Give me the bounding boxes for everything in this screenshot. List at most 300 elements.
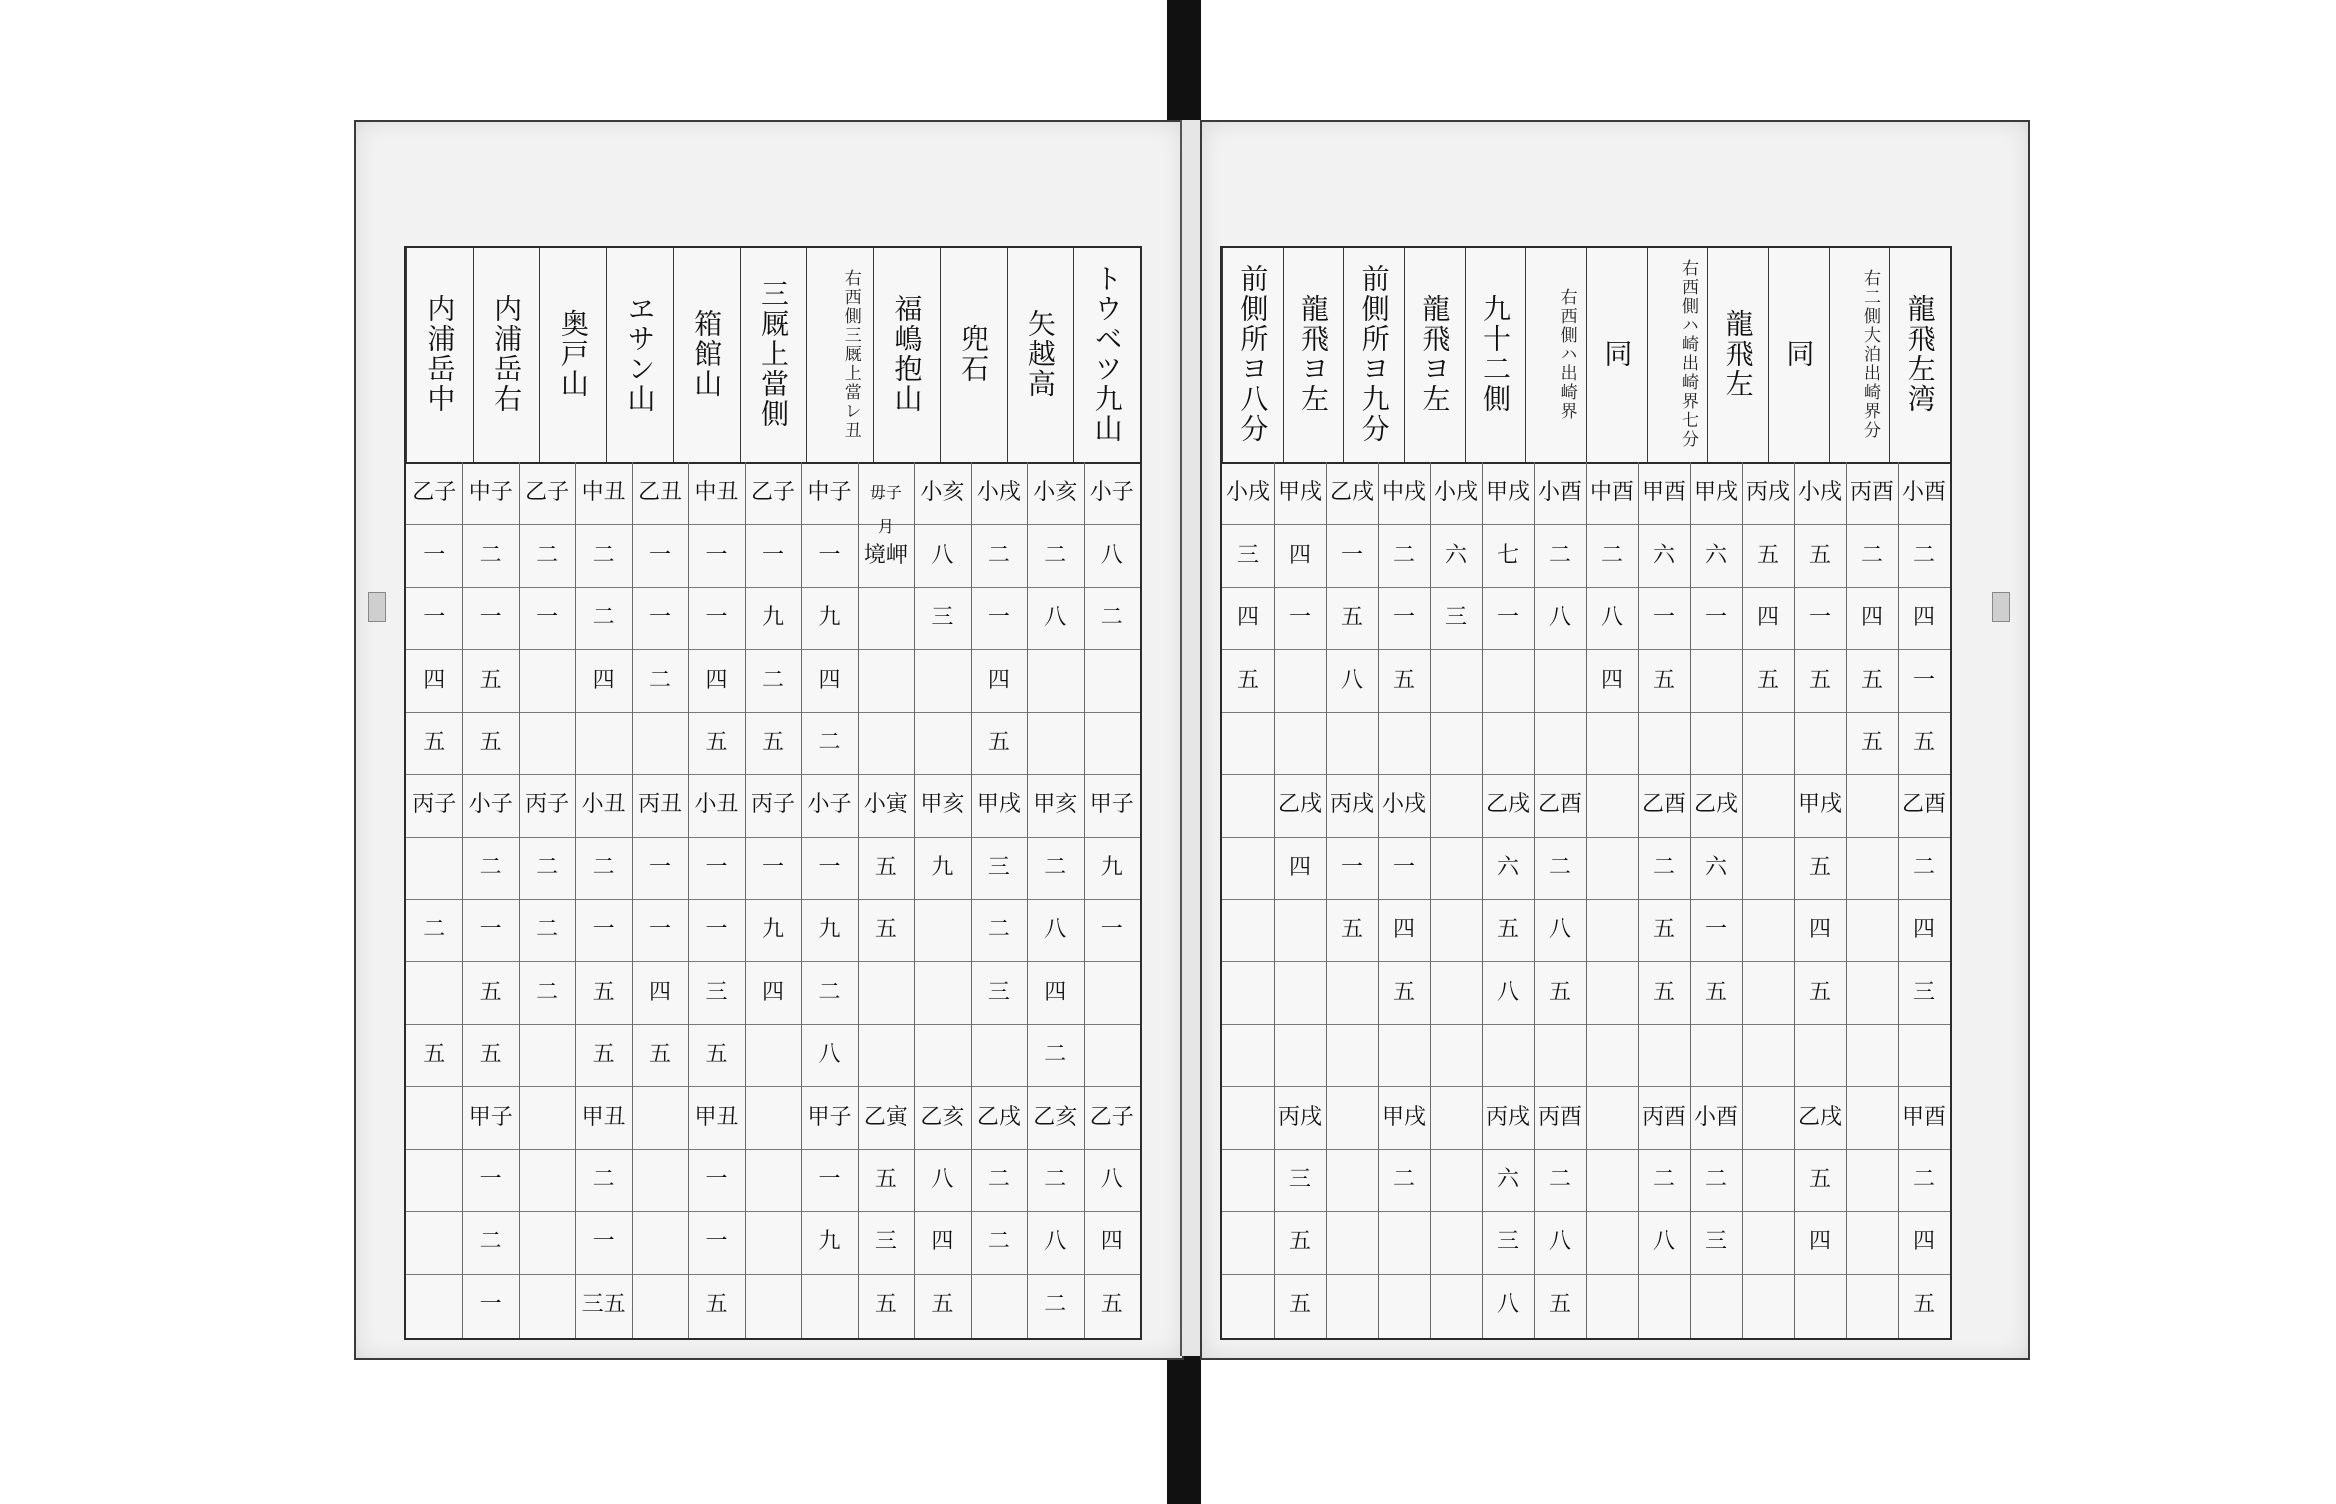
table-cell: 三 [1288, 1166, 1311, 1192]
table-cell: 一 [705, 605, 728, 631]
table-cell: 七 [1496, 542, 1519, 568]
table-cell: 一 [818, 1166, 841, 1192]
table-cell: 二 [592, 854, 615, 880]
table-cell: 二 [479, 542, 502, 568]
table-cell: 二 [987, 542, 1010, 568]
table-cell: 二 [818, 729, 841, 755]
table-cell: 小寅 [863, 792, 908, 818]
table-cell: 二 [1912, 1166, 1935, 1192]
table-cell: 一 [1340, 542, 1363, 568]
table-cell: 乙亥 [1033, 1104, 1078, 1130]
table-cell: 八 [931, 542, 954, 568]
table-cell: 丙酉 [1642, 1104, 1687, 1130]
table-cell: 五 [1392, 667, 1415, 693]
table-cell: 五 [874, 1291, 897, 1317]
table-cell: 八 [1044, 1229, 1067, 1255]
table-cell: 二 [1044, 542, 1067, 568]
table-cell: 五 [1652, 667, 1675, 693]
table-cell: 二 [1548, 1166, 1571, 1192]
table-cell: 一 [592, 917, 615, 943]
table-cell: 四 [1756, 605, 1779, 631]
grid-col-line [462, 462, 463, 1338]
table-cell: 五 [1860, 729, 1883, 755]
table-cell: 一 [1392, 854, 1415, 880]
table-cell: 一 [592, 1229, 615, 1255]
table-cell: 二 [1044, 1166, 1067, 1192]
table-cell: 五 [1496, 917, 1519, 943]
table-cell: 三 [705, 979, 728, 1005]
table-cell: 乙戌 [976, 1104, 1021, 1130]
table-cell: 三 [1912, 979, 1935, 1005]
table-cell: 五 [479, 979, 502, 1005]
table-cell: 四 [423, 667, 446, 693]
table-cell: 八 [931, 1166, 954, 1192]
table-cell: 中戌 [1382, 480, 1427, 506]
table-cell: 中丑 [581, 480, 626, 506]
table-cell: 丙子 [412, 792, 457, 818]
open-book [354, 120, 2030, 1356]
grid-col-line [1326, 462, 1327, 1338]
header-divider [1404, 248, 1405, 462]
header-divider [539, 248, 540, 462]
table-cell: 九 [818, 1229, 841, 1255]
right-column-header: 同 [1782, 339, 1816, 369]
table-cell: 小戌 [1798, 480, 1843, 506]
table-cell: 中子 [807, 480, 852, 506]
table-cell: 九 [818, 605, 841, 631]
table-cell: 二 [1044, 1291, 1067, 1317]
table-cell: 一 [761, 542, 784, 568]
grid-col-line [1742, 462, 1743, 1338]
table-cell: 五 [479, 1042, 502, 1068]
table-cell: 二 [987, 917, 1010, 943]
grid-col-line [1378, 462, 1379, 1338]
table-cell: 八 [1340, 667, 1363, 693]
table-cell: 中丑 [694, 480, 739, 506]
grid-row-line [406, 712, 1140, 713]
table-cell: 小戌 [1382, 792, 1427, 818]
grid-row-line [406, 1149, 1140, 1150]
header-divider [406, 248, 407, 462]
table-cell: 五 [705, 729, 728, 755]
left-page [354, 120, 1184, 1360]
table-cell: 小子 [468, 792, 513, 818]
table-cell: 四 [1392, 917, 1415, 943]
page-tab [1992, 592, 2010, 622]
table-cell: 五 [931, 1291, 954, 1317]
table-cell: 四 [1236, 605, 1259, 631]
table-cell: 五 [592, 1042, 615, 1068]
table-cell: 六 [1652, 542, 1675, 568]
table-cell: 中酉 [1590, 480, 1635, 506]
table-cell: 五 [1548, 1291, 1571, 1317]
table-cell: 乙戌 [1330, 480, 1375, 506]
table-cell: 二 [1392, 1166, 1415, 1192]
table-cell: 八 [1496, 979, 1519, 1005]
table-cell: 四 [1912, 1229, 1935, 1255]
table-cell: 小丑 [694, 792, 739, 818]
table-cell: 五 [705, 1042, 728, 1068]
table-cell: 二 [592, 1166, 615, 1192]
table-cell: 四 [592, 667, 615, 693]
grid-row-line [406, 774, 1140, 775]
table-cell: 三 [987, 979, 1010, 1005]
table-cell: 五 [1756, 667, 1779, 693]
header-divider [1768, 248, 1769, 462]
table-cell: 五 [1808, 854, 1831, 880]
table-cell: 五 [1392, 979, 1415, 1005]
table-cell: 四 [1044, 979, 1067, 1005]
table-cell: 六 [1496, 854, 1519, 880]
table-cell: 六 [1496, 1166, 1519, 1192]
table-cell: 五 [592, 979, 615, 1005]
table-cell: 甲戌 [1798, 792, 1843, 818]
table-cell: 甲戌 [1278, 480, 1323, 506]
table-cell: 二 [761, 667, 784, 693]
table-cell: 一 [423, 542, 446, 568]
left-grid [406, 462, 1140, 1338]
table-cell: 乙子 [751, 480, 796, 506]
table-cell: 小子 [1089, 480, 1134, 506]
table-cell: 一 [479, 605, 502, 631]
table-cell: 五 [649, 1042, 672, 1068]
grid-col-line [1027, 462, 1028, 1338]
table-cell: 小戌 [976, 480, 1021, 506]
table-cell: 五 [987, 729, 1010, 755]
table-cell: 六 [1704, 854, 1727, 880]
table-cell: 四 [931, 1229, 954, 1255]
grid-row-line [406, 587, 1140, 588]
table-cell: 一 [1340, 854, 1363, 880]
grid-col-line [745, 462, 746, 1338]
table-cell: 三 [874, 1229, 897, 1255]
table-cell: 九 [818, 917, 841, 943]
header-divider [1073, 248, 1074, 462]
grid-row-line [406, 1211, 1140, 1212]
table-cell: 丙酉 [1538, 1104, 1583, 1130]
table-cell: 一 [705, 917, 728, 943]
table-cell: 八 [1100, 542, 1123, 568]
header-divider [473, 248, 474, 462]
table-cell: 九 [931, 854, 954, 880]
table-cell: 五 [874, 917, 897, 943]
table-cell: 一 [479, 1291, 502, 1317]
table-cell: 五 [1704, 979, 1727, 1005]
grid-col-line [1794, 462, 1795, 1338]
table-cell: 五 [1860, 667, 1883, 693]
table-cell: 一 [705, 1229, 728, 1255]
table-cell: 三 [931, 605, 954, 631]
table-cell: 甲丑 [581, 1104, 626, 1130]
grid-col-line [1482, 462, 1483, 1338]
grid-col-line [1084, 462, 1085, 1338]
header-divider [1647, 248, 1648, 462]
table-cell: 丙戌 [1330, 792, 1375, 818]
table-cell: 五 [479, 729, 502, 755]
table-cell: 甲子 [807, 1104, 852, 1130]
table-cell: 二 [479, 1229, 502, 1255]
left-column-header: 内浦岳中 [423, 294, 457, 414]
header-divider [1889, 248, 1890, 462]
table-cell: 乙戌 [1798, 1104, 1843, 1130]
header-divider [1007, 248, 1008, 462]
table-cell: 六 [1444, 542, 1467, 568]
table-cell: 一 [649, 917, 672, 943]
table-cell: 境岬 [863, 542, 908, 568]
right-column-header: 同 [1600, 339, 1634, 369]
left-column-header: 矢越高 [1023, 309, 1057, 399]
table-cell: 二 [592, 605, 615, 631]
table-cell: 二 [479, 854, 502, 880]
table-cell: 八 [818, 1042, 841, 1068]
table-cell: 三五 [581, 1291, 626, 1317]
table-cell: 八 [1548, 917, 1571, 943]
table-cell: 五 [1756, 542, 1779, 568]
table-cell: 甲戌 [976, 792, 1021, 818]
table-cell: 一 [1704, 917, 1727, 943]
table-cell: 丙戌 [1486, 1104, 1531, 1130]
table-cell: 四 [761, 979, 784, 1005]
table-cell: 五 [423, 729, 446, 755]
table-cell: 甲亥 [1033, 792, 1078, 818]
table-cell: 一 [1912, 667, 1935, 693]
table-cell: 五 [479, 667, 502, 693]
table-cell: 甲戌 [1694, 480, 1739, 506]
table-cell: 中子 [468, 480, 513, 506]
table-cell: 四 [818, 667, 841, 693]
table-cell: 小戌 [1434, 480, 1479, 506]
table-cell: 三 [987, 854, 1010, 880]
header-divider [740, 248, 741, 462]
header-divider [1525, 248, 1526, 462]
table-cell: 五 [1808, 1166, 1831, 1192]
table-cell: 二 [1548, 854, 1571, 880]
table-cell: 丙酉 [1850, 480, 1895, 506]
grid-col-line [519, 462, 520, 1338]
table-cell: 一 [705, 1166, 728, 1192]
table-cell: 小子 [807, 792, 852, 818]
table-cell: 甲戌 [1382, 1104, 1427, 1130]
table-cell: 乙丑 [638, 480, 683, 506]
table-cell: 甲子 [468, 1104, 513, 1130]
page-tab [368, 592, 386, 622]
table-cell: 五 [1808, 979, 1831, 1005]
table-cell: 丙子 [751, 792, 796, 818]
grid-row-line [406, 899, 1140, 900]
left-column-header: 右西側三厩上當レ丑 [840, 268, 861, 440]
right-column-header: 右西側ハ崎出崎界七分 [1678, 259, 1698, 449]
grid-row-line [406, 837, 1140, 838]
table-cell: 四 [1808, 917, 1831, 943]
left-column-header: 内浦岳右 [490, 294, 524, 414]
table-cell: 二 [592, 542, 615, 568]
table-cell: 小酉 [1538, 480, 1583, 506]
table-cell: 一 [1704, 605, 1727, 631]
table-cell: 丙戌 [1278, 1104, 1323, 1130]
table-cell: 三 [1236, 542, 1259, 568]
grid-col-line [914, 462, 915, 1338]
table-cell: 乙戌 [1278, 792, 1323, 818]
right-column-header: 右西側ハ出崎界 [1556, 287, 1577, 421]
grid-col-line [1430, 462, 1431, 1338]
table-cell: 二 [536, 917, 559, 943]
table-cell: 五 [1652, 979, 1675, 1005]
header-divider [1586, 248, 1587, 462]
left-header-row [406, 248, 1140, 464]
grid-row-line [406, 649, 1140, 650]
table-cell: 五 [874, 854, 897, 880]
table-cell: 一 [1652, 605, 1675, 631]
left-column-header: 箱館山 [690, 309, 724, 399]
table-cell: 四 [1808, 1229, 1831, 1255]
table-cell: 九 [761, 917, 784, 943]
header-divider [606, 248, 607, 462]
binding-strip-bottom [1167, 1356, 1201, 1504]
table-cell: 三 [1496, 1229, 1519, 1255]
table-cell: 五 [1340, 917, 1363, 943]
right-column-header: 右二側大泊出崎界分 [1860, 268, 1880, 440]
table-cell: 五 [1548, 979, 1571, 1005]
table-cell: 一 [705, 542, 728, 568]
table-cell: 丙丑 [638, 792, 683, 818]
table-cell: 乙子 [412, 480, 457, 506]
table-cell: 八 [1496, 1291, 1519, 1317]
table-cell: 二 [1704, 1166, 1727, 1192]
table-cell: 甲酉 [1642, 480, 1687, 506]
right-table-frame [1220, 246, 1952, 1340]
grid-row-line [406, 524, 1140, 525]
table-cell: 四 [987, 667, 1010, 693]
right-header-row [1222, 248, 1950, 464]
table-cell: 小丑 [581, 792, 626, 818]
grid-col-line [858, 462, 859, 1338]
table-cell: 一 [479, 917, 502, 943]
table-cell: 九 [761, 605, 784, 631]
table-cell: 三 [1704, 1229, 1727, 1255]
left-table-frame [404, 246, 1142, 1340]
table-cell: 二 [1600, 542, 1623, 568]
header-divider [806, 248, 807, 462]
grid-col-line [632, 462, 633, 1338]
table-cell: 四 [1288, 542, 1311, 568]
right-column-header: 龍飛ヨ左 [1297, 294, 1330, 414]
table-cell: 乙酉 [1902, 792, 1947, 818]
header-divider [940, 248, 941, 462]
table-cell: 八 [1548, 1229, 1571, 1255]
table-cell: 甲丑 [694, 1104, 739, 1130]
table-cell: 八 [1100, 1166, 1123, 1192]
left-column-header: 兜石 [957, 324, 991, 384]
header-divider [1465, 248, 1466, 462]
table-cell: 五 [1100, 1291, 1123, 1317]
table-cell: 乙戌 [1486, 792, 1531, 818]
header-divider [673, 248, 674, 462]
table-cell: 五 [761, 729, 784, 755]
table-cell: 乙酉 [1642, 792, 1687, 818]
table-cell: 甲戌 [1486, 480, 1531, 506]
table-cell: 二 [1652, 854, 1675, 880]
table-cell: 九 [1100, 854, 1123, 880]
table-cell: 二 [987, 1166, 1010, 1192]
table-cell: 一 [423, 605, 446, 631]
left-column-header: 三厩上當側 [757, 279, 790, 429]
right-column-header: 龍飛ヨ左 [1418, 294, 1452, 414]
table-cell: 五 [423, 1042, 446, 1068]
table-cell: 五 [1808, 542, 1831, 568]
table-cell: 一 [1392, 605, 1415, 631]
right-grid [1222, 462, 1950, 1338]
table-cell: 四 [1912, 917, 1935, 943]
table-cell: 丙戌 [1746, 480, 1791, 506]
table-cell: 四 [1100, 1229, 1123, 1255]
table-cell: 五 [1912, 729, 1935, 755]
table-cell: 三 [1444, 605, 1467, 631]
table-cell: 一 [818, 542, 841, 568]
table-cell: 四 [1912, 605, 1935, 631]
table-cell: 五 [1236, 667, 1259, 693]
grid-row-line [406, 1086, 1140, 1087]
binding-strip-top [1167, 0, 1201, 120]
table-cell: 四 [705, 667, 728, 693]
table-cell: 四 [1288, 854, 1311, 880]
table-cell: 二 [423, 917, 446, 943]
grid-col-line [1586, 462, 1587, 1338]
grid-col-line [688, 462, 689, 1338]
grid-col-line [1846, 462, 1847, 1338]
table-cell: 一 [536, 605, 559, 631]
table-cell: 甲亥 [920, 792, 965, 818]
table-cell: 八 [1548, 605, 1571, 631]
right-column-header: 龍飛左湾 [1903, 294, 1937, 414]
table-cell: 二 [1912, 542, 1935, 568]
table-cell: 毋子月 [869, 483, 902, 537]
table-cell: 小戌 [1226, 480, 1271, 506]
table-cell: 一 [1496, 605, 1519, 631]
table-cell: 五 [1340, 605, 1363, 631]
left-column-header: ヱサン山 [623, 294, 657, 414]
table-cell: 乙寅 [863, 1104, 908, 1130]
grid-col-line [575, 462, 576, 1338]
table-cell: 一 [649, 605, 672, 631]
table-cell: 五 [1288, 1229, 1311, 1255]
table-cell: 甲子 [1089, 792, 1134, 818]
right-column-header: 龍飛左 [1721, 309, 1755, 399]
table-cell: 甲酉 [1902, 1104, 1947, 1130]
left-column-header: 福嶋抱山 [890, 294, 924, 414]
table-cell: 一 [649, 542, 672, 568]
left-column-header: 奥戸山 [556, 309, 590, 399]
table-cell: 二 [536, 542, 559, 568]
table-cell: 八 [1600, 605, 1623, 631]
table-cell: 二 [1548, 542, 1571, 568]
right-column-header: 九十二側 [1479, 294, 1512, 414]
table-cell: 一 [818, 854, 841, 880]
table-cell: 四 [1860, 605, 1883, 631]
grid-col-line [1690, 462, 1691, 1338]
table-cell: 八 [1652, 1229, 1675, 1255]
table-cell: 乙酉 [1538, 792, 1583, 818]
table-cell: 二 [987, 1229, 1010, 1255]
table-cell: 一 [705, 854, 728, 880]
table-cell: 二 [1100, 605, 1123, 631]
table-cell: 四 [649, 979, 672, 1005]
table-cell: 二 [536, 854, 559, 880]
grid-col-line [1534, 462, 1535, 1338]
table-cell: 乙亥 [920, 1104, 965, 1130]
table-cell: 五 [1288, 1291, 1311, 1317]
header-divider [1283, 248, 1284, 462]
header-divider [1829, 248, 1830, 462]
